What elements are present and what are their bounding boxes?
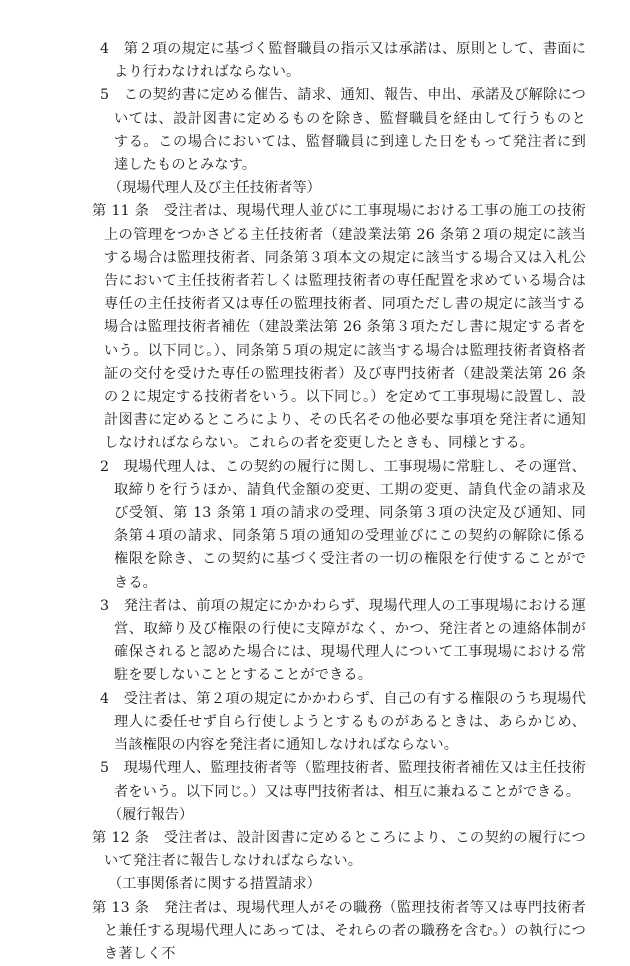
- heading-site-agent: （現場代理人及び主任技術者等）: [108, 180, 321, 197]
- paragraph-4-supervisor-instructions: 4 第２項の規定に基づく監督職員の指示又は承諾は、原則として、書面により行わなければならない。: [100, 41, 586, 81]
- article-12: 第 12 条 受注者は、設計図書に定めるところにより、この契約の履行について発注者に報告しなければならない。: [92, 829, 586, 870]
- heading-measures-request: （工事関係者に関する措置請求）: [108, 876, 321, 893]
- document-page: [92, 38, 586, 966]
- heading-performance-report: （履行報告）: [108, 806, 194, 823]
- article-11-paragraph-5: 5 現場代理人、監理技術者等（監理技術者、監理技術者補佐又は主任技術者をいう。以下同じ。）又は専門技術者は、相互に兼ねることができる。: [100, 760, 586, 800]
- article-11-paragraph-2: 2 現場代理人は、この契約の履行に関し、工事現場に常駐し、その運営、取締りを行うほか、請負代金額の変更、工期の変更、請負代金の請求及び受領、第 13 条第１項の請求の受理、同条第３項の決定及び通知、同条第４項の請求、同条第５項の通知の受理並びにこの契約の解除に係る権限を除き、この契約に基づく受注者の一切の権限を行使することができる。: [100, 458, 586, 591]
- article-11: 第 11 条 受注者は、現場代理人並びに工事現場における工事の施工の技術上の管理をつかさどる主任技術者（建設業法第 26 条第２項の規定に該当する場合は監理技術者、同条第３項本文の規定に該当する場合又は入札公告において主任技術者若しくは監理技術者の専任配置を求めている場合は専任の主任技術者又は専任の監理技術者、同項ただし書の規定に該当する場合は監理技術者補佐（建設業法第 26 条第３項ただし書に規定する者をいう。以下同じ。）、同条第５項の規定に該当する場合は監理技術者資格者証の交付を受けた専任の監理技術者）及び専門技術者（建設業法第 26 条の２に規定する技術者をいう。以下同じ。）を定めて工事現場に設置し、設計図書に定めるところにより、その氏名その他必要な事項を発注者に通知しなければならない。これらの者を変更したときも、同様とする。: [92, 203, 586, 452]
- article-11-paragraph-3: 3 発注者は、前項の規定にかかわらず、現場代理人の工事現場における運営、取締り及び権限の行使に支障がなく、かつ、発注者との連絡体制が確保されると認めた場合には、現場代理人について工事現場における常駐を要しないこととすることができる。: [100, 597, 586, 684]
- article-11-paragraph-4: 4 受注者は、第２項の規定にかかわらず、自己の有する権限のうち現場代理人に委任せず自ら行使しようとするものがあるときは、あらかじめ、当該権限の内容を発注者に通知しなければならない。: [100, 690, 586, 754]
- paragraph-5-communications-via-supervisor: 5 この契約書に定める催告、請求、通知、報告、申出、承諾及び解除については、設計図書に定めるものを除き、監督職員を経由して行うものとする。この場合においては、監督職員に到達した日をもって発注者に到達したものとみなす。: [100, 87, 586, 174]
- article-13: 第 13 条 発注者は、現場代理人がその職務（監理技術者等又は専門技術者と兼任する現場代理人にあっては、それらの者の職務を含む。）の執行につき著しく不: [92, 899, 586, 962]
